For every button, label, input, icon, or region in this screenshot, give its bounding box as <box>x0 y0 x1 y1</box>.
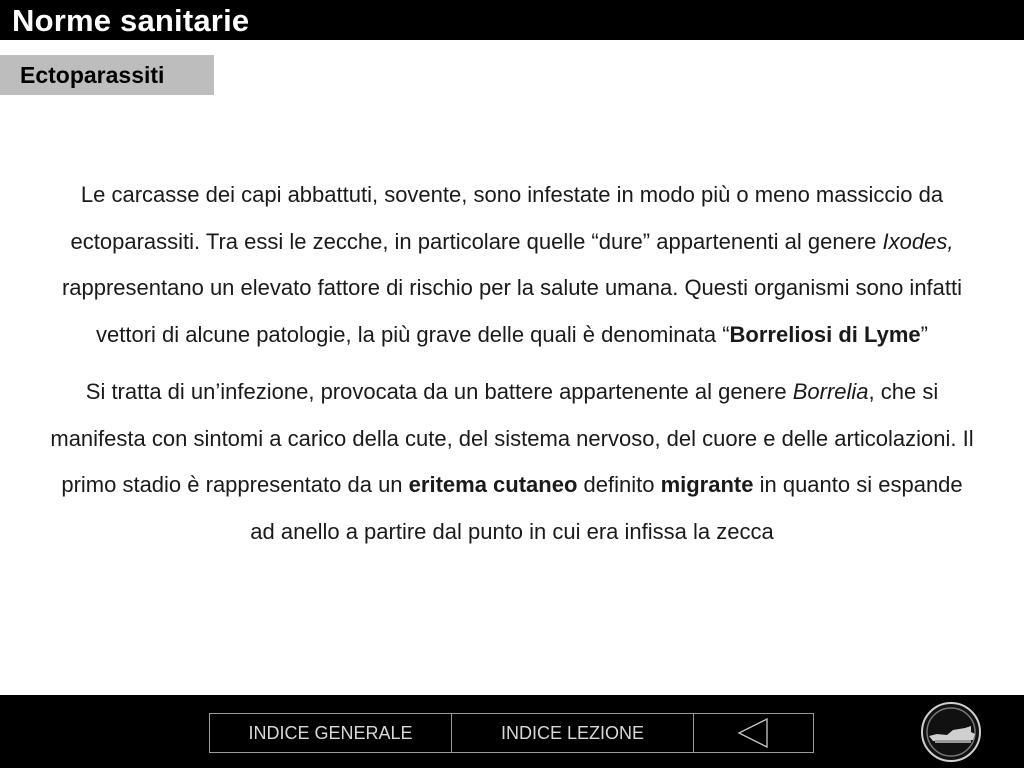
main-content <box>50 172 974 555</box>
p1-genus-ixodes: Ixodes, <box>882 228 954 254</box>
page-title: Norme sanitarie <box>12 3 250 38</box>
paragraph-1 <box>50 172 974 358</box>
p2-eritema-cutaneo: eritema cutaneo <box>408 472 578 497</box>
tank-emblem-icon[interactable] <box>921 702 981 762</box>
p1-text-a: Le carcasse dei capi abbattuti, sovente, sono infestate in modo più o meno massiccio da ectoparassiti. Tra essi le zecche, in particolare quelle “dure” appartenenti al genere <box>70 182 944 254</box>
lesson-index-button[interactable]: INDICE LEZIONE <box>452 714 694 752</box>
p1-text-e: ” <box>920 321 928 347</box>
p2-migrante: migrante <box>660 472 754 497</box>
section-label: Ectoparassiti <box>20 62 165 88</box>
p2-text-e: definito <box>577 472 661 497</box>
footer-bar <box>0 695 1024 768</box>
p2-text-g: in quanto si espande ad anello a partire dal punto in cui era infissa la zecca <box>250 472 963 544</box>
paragraph-2 <box>50 369 974 555</box>
general-index-button[interactable]: INDICE GENERALE <box>210 714 452 752</box>
p2-genus-borrelia: Borrelia <box>792 379 869 404</box>
p2-text-c: , che si manifesta con sintomi a carico della cute, del sistema nervoso, del cuore e delle articolazioni. Il primo stadio è rappresentato da un <box>50 379 974 497</box>
footer-nav <box>209 713 814 753</box>
p1-borreliosi-di-lyme: Borreliosi di Lyme <box>729 321 921 347</box>
back-button[interactable] <box>694 714 813 752</box>
back-triangle-icon <box>737 718 771 748</box>
p2-text-a: Si tratta di un’infezione, provocata da un battere appartenente al genere <box>85 379 793 404</box>
section-label-box <box>0 55 214 95</box>
top-bar <box>0 0 1024 40</box>
p1-text-c: rappresentano un elevato fattore di rischio per la salute umana. Questi organismi sono infatti vettori di alcune patologie, la più grave delle quali è denominata “ <box>61 275 963 347</box>
